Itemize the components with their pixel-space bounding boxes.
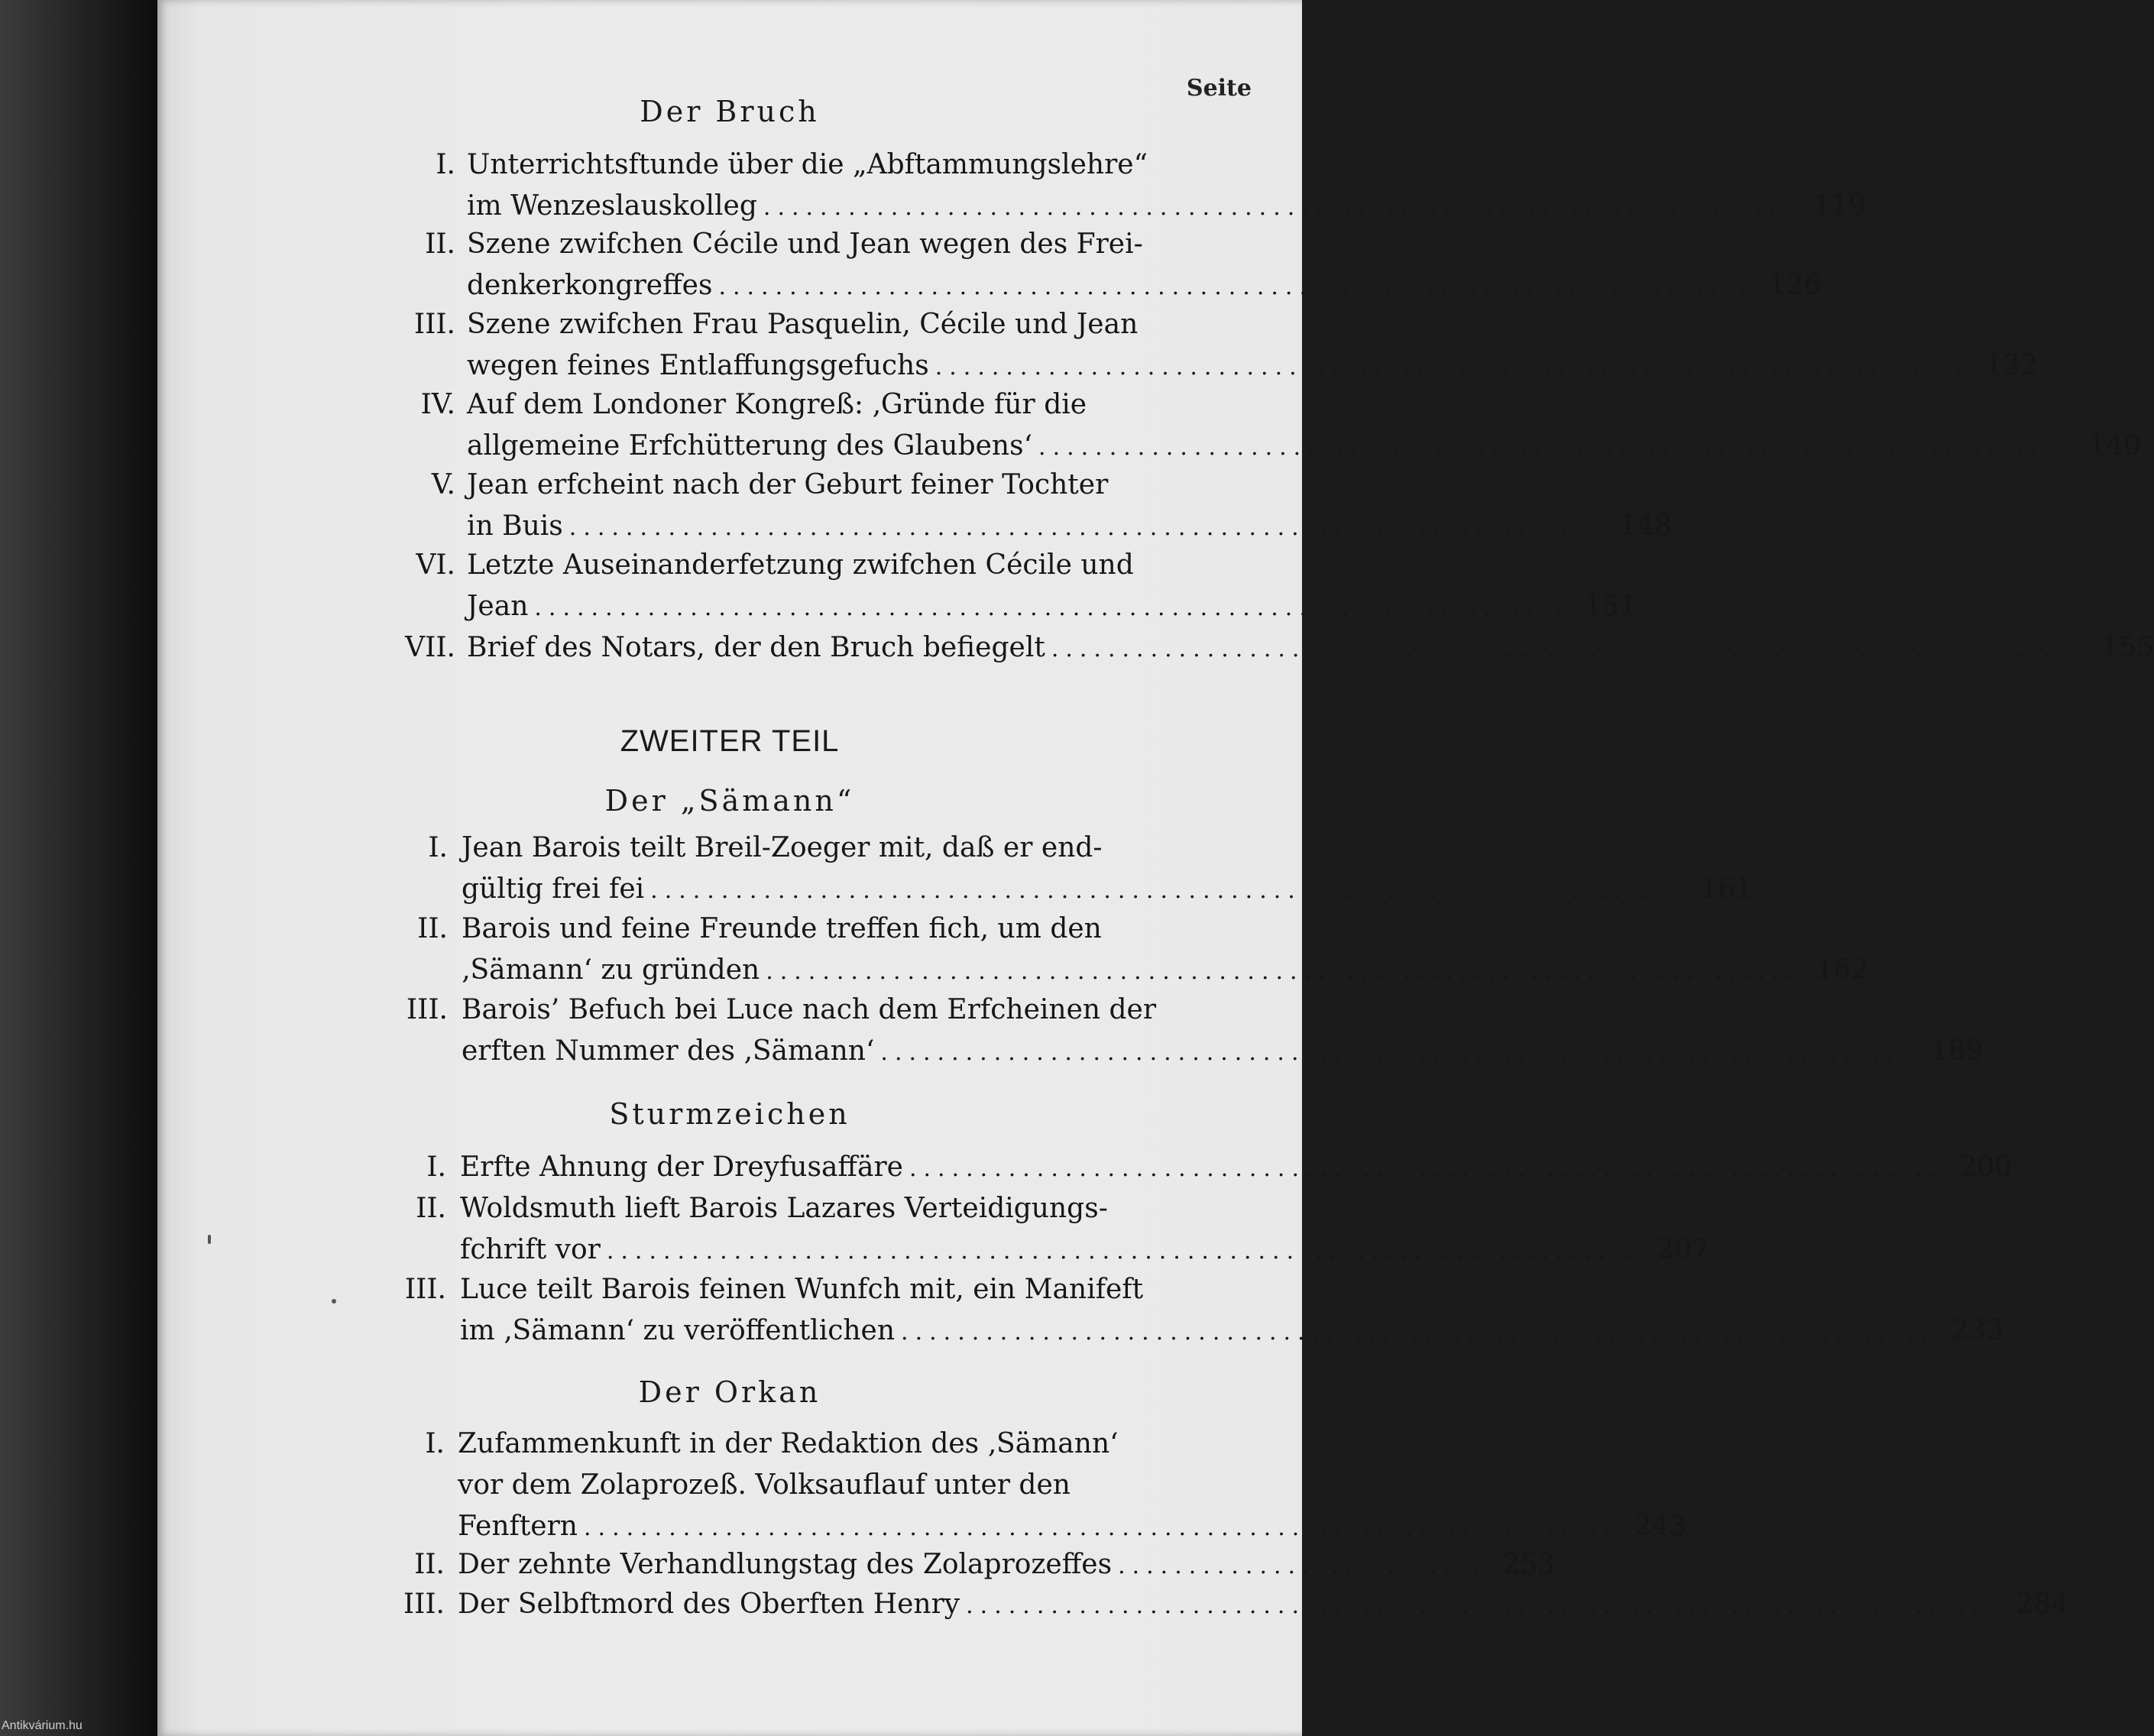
chapter-numeral: III. xyxy=(403,1589,445,1620)
chapter-title: ‚Sämann‘ zu gründen xyxy=(462,954,760,986)
chapter-numeral: II. xyxy=(414,1549,445,1580)
chapter-title: vor dem Zolaprozeß. Volksauflauf unter den xyxy=(458,1469,1071,1501)
page-number: 140 xyxy=(2088,430,2142,462)
chapter-numeral: I. xyxy=(436,149,455,180)
chapter-title: Letzte Auseinanderfetzung zwifchen Cécile und xyxy=(467,549,1134,581)
page-number: 155 xyxy=(2101,632,2154,663)
page-number: 189 xyxy=(1930,1035,1984,1067)
leader-dots: ......................................................................... xyxy=(1051,636,2085,662)
chapter-title: Erfte Ahnung der Dreyfusaffäre xyxy=(460,1151,903,1183)
chapter-numeral: II. xyxy=(425,228,455,260)
page-number: 200 xyxy=(1959,1151,2013,1183)
leader-dots: ......................................................................... xyxy=(534,594,1569,621)
chapter-title: Auf dem Londoner Kongreß: ‚Gründe für die xyxy=(467,389,1087,420)
section-heading: Der Orkan xyxy=(638,1375,821,1409)
leader-dots: ......................................................................... xyxy=(1038,434,2073,461)
paper-speck xyxy=(332,1299,336,1304)
chapter-numeral: V. xyxy=(431,469,455,500)
page-number: 162 xyxy=(1816,954,1869,986)
leader-dots: .......................... xyxy=(1118,1553,1487,1579)
leader-dots: ......................................................................... xyxy=(880,1039,1915,1066)
chapter-title: Woldsmuth lieft Barois Lazares Verteidigungs- xyxy=(460,1193,1108,1224)
section-heading: Der Bruch xyxy=(640,95,820,128)
leader-dots: ......................................................................... xyxy=(934,354,1969,381)
leader-dots: ......................................................................... xyxy=(718,274,1753,300)
page-number: 284 xyxy=(2016,1589,2069,1620)
leader-dots: ......................................................................... xyxy=(966,1592,2000,1619)
book-binding xyxy=(0,0,160,1736)
chapter-title: Jean erfcheint nach der Geburt feiner Tochter xyxy=(467,469,1109,500)
chapter-numeral: VI. xyxy=(416,549,455,581)
leader-dots: ......................................................................... xyxy=(584,1514,1618,1541)
chapter-numeral: III. xyxy=(404,1274,446,1305)
leader-dots: ......................................................................... xyxy=(763,194,1798,221)
chapter-title: wegen feines Entlaffungsgefuchs xyxy=(467,350,929,381)
chapter-title: Barois und feine Freunde treffen fich, um den xyxy=(462,913,1102,944)
page-number: 207 xyxy=(1657,1234,1709,1265)
chapter-title: Szene zwifchen Cécile und Jean wegen des Frei- xyxy=(467,228,1143,260)
leader-dots: ......................................................................... xyxy=(766,958,1800,985)
chapter-title: erften Nummer des ‚Sämann‘ xyxy=(462,1035,875,1067)
chapter-title: Brief des Notars, der den Bruch befiegelt xyxy=(467,632,1045,663)
leader-dots: ......................................................................... xyxy=(901,1319,1935,1346)
chapter-title: Luce teilt Barois feinen Wunfch mit, ein Manifeft xyxy=(460,1274,1144,1305)
chapter-numeral: III. xyxy=(413,309,455,340)
book-page xyxy=(157,0,2154,1736)
chapter-numeral: I. xyxy=(428,832,448,863)
chapter-title: Barois’ Befuch bei Luce nach dem Erfcheinen der xyxy=(462,994,1157,1025)
chapter-title: Jean Barois teilt Breil-Zoeger mit, daß er end- xyxy=(462,832,1103,863)
chapter-numeral: IV. xyxy=(420,389,455,420)
page-number: 148 xyxy=(1619,510,1672,542)
chapter-title: Der zehnte Verhandlungstag des Zolaprozeffes xyxy=(458,1549,1113,1580)
paper-speck xyxy=(208,1235,211,1244)
leader-dots: ......................................................................... xyxy=(650,877,1685,904)
chapter-title: fchrift vor xyxy=(460,1234,601,1265)
chapter-numeral: I. xyxy=(426,1151,446,1183)
chapter-title: gültig frei fei xyxy=(462,873,645,905)
chapter-numeral: I. xyxy=(425,1428,445,1459)
chapter-numeral: III. xyxy=(406,994,448,1025)
page-column-header: Seite xyxy=(1186,75,1252,102)
leader-dots: ......................................................................... xyxy=(606,1238,1641,1265)
chapter-title: denkerkongreffes xyxy=(467,270,713,301)
section-heading: Sturmzeichen xyxy=(609,1097,850,1131)
chapter-title: Zufammenkunft in der Redaktion des ‚Sämann‘ xyxy=(458,1428,1119,1459)
page-number: 243 xyxy=(1634,1511,1687,1542)
chapter-title: allgemeine Erfchütterung des Glaubens‘ xyxy=(467,430,1033,462)
page-number: 161 xyxy=(1700,873,1754,905)
page-number: 119 xyxy=(1813,190,1867,222)
leader-dots: ......................................................................... xyxy=(568,514,1603,541)
page-number: 132 xyxy=(1985,350,2038,381)
leader-dots: ......................................................................... xyxy=(909,1155,1944,1182)
chapter-title: im Wenzeslauskolleg xyxy=(467,190,757,222)
chapter-numeral: II. xyxy=(416,1193,446,1224)
chapter-title: Der Selbftmord des Oberften Henry xyxy=(458,1589,960,1620)
chapter-title: Unterrichtsftunde über die „Abftammungslehre“ xyxy=(467,149,1148,180)
part-heading: ZWEITER TEIL xyxy=(620,724,840,758)
page-number: 126 xyxy=(1768,270,1822,301)
page-number: 253 xyxy=(1502,1549,1556,1580)
chapter-title: Szene zwifchen Frau Pasquelin, Cécile und Jean xyxy=(467,309,1139,340)
page-number: 151 xyxy=(1584,591,1637,622)
page-number: 233 xyxy=(1951,1315,2004,1346)
chapter-numeral: II. xyxy=(417,913,448,944)
chapter-title: in Buis xyxy=(467,510,563,542)
chapter-title: Jean xyxy=(467,591,529,622)
chapter-title: Fenftern xyxy=(458,1511,578,1542)
chapter-numeral: VII. xyxy=(405,632,455,663)
watermark-text: Antikvárium.hu xyxy=(2,1719,83,1732)
chapter-title: im ‚Sämann‘ zu veröffentlichen xyxy=(460,1315,896,1346)
section-heading: Der „Sämann“ xyxy=(604,784,855,818)
